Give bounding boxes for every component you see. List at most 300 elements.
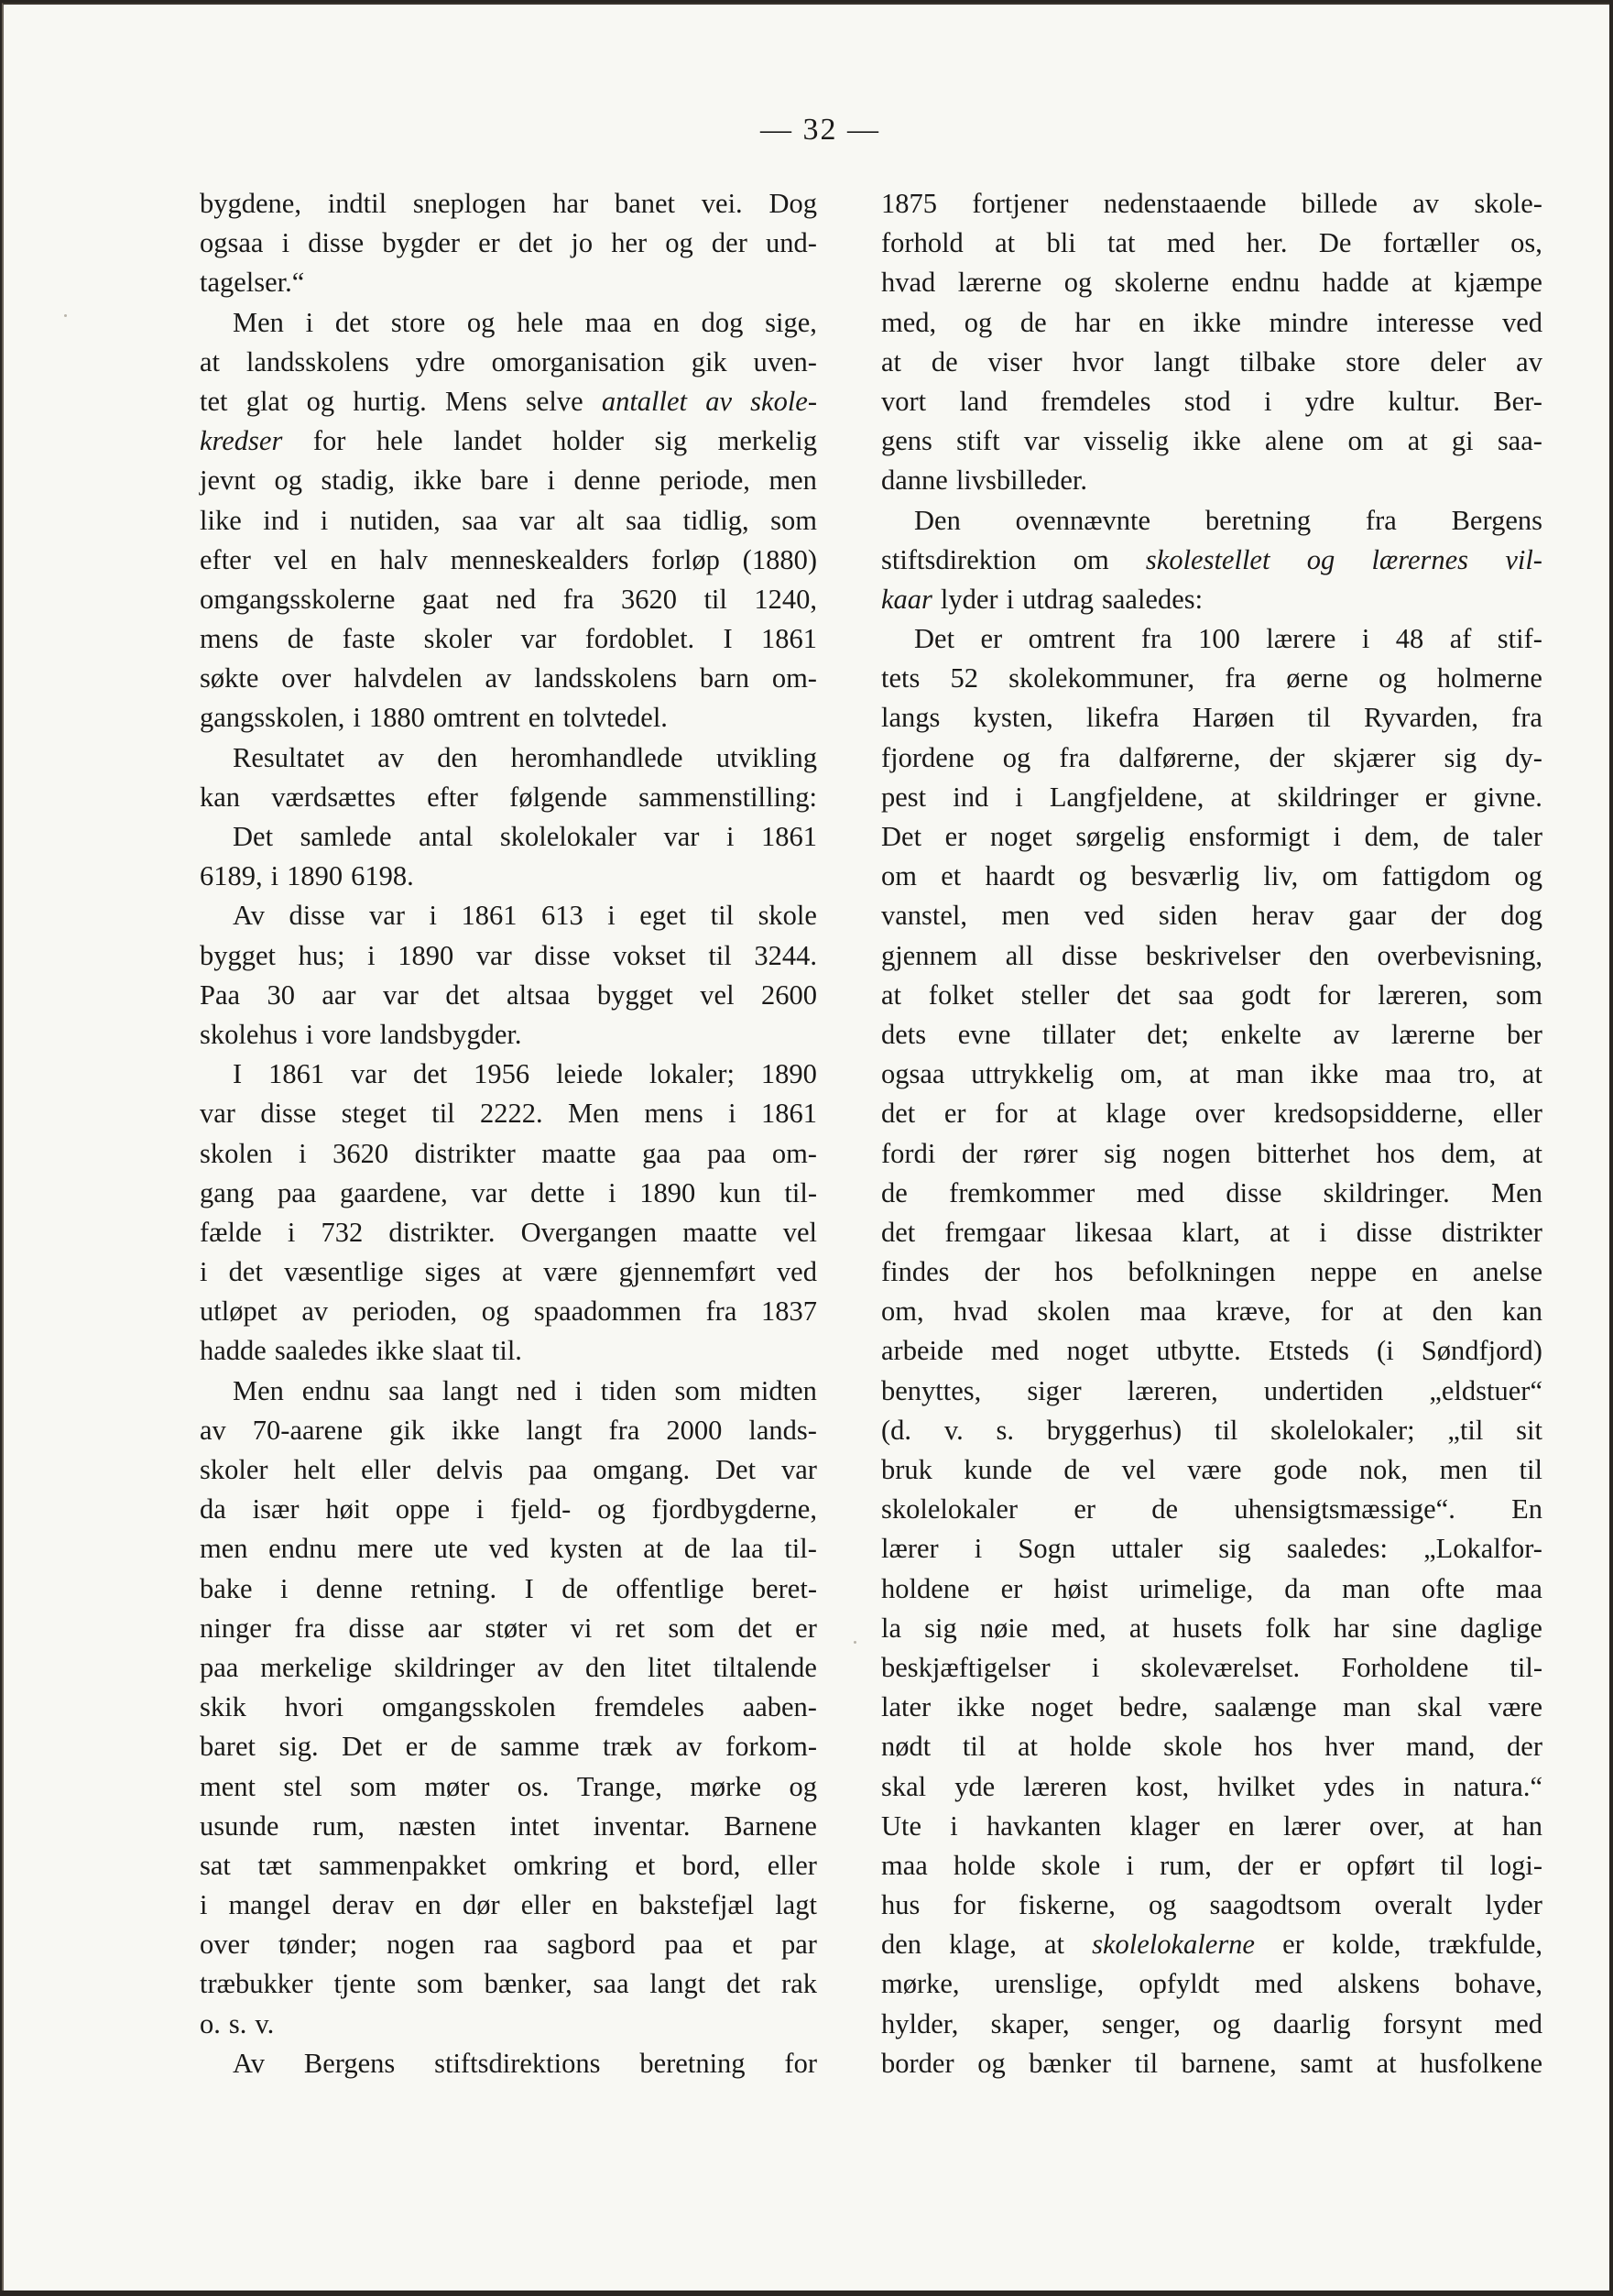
word: dets — [881, 1018, 927, 1050]
text-line — [881, 580, 1542, 619]
text-line — [881, 541, 1542, 580]
word: med — [1166, 227, 1215, 259]
word: tillater — [1042, 1018, 1116, 1050]
word: ikke — [1193, 306, 1241, 338]
word: herav — [1251, 900, 1314, 932]
word: bare — [480, 465, 529, 497]
word: var — [520, 623, 557, 655]
word: land — [959, 385, 1008, 417]
word: dør — [462, 1889, 500, 1921]
word: like — [200, 504, 242, 536]
word: og — [665, 227, 693, 259]
word: sig — [1218, 1533, 1251, 1565]
word: kjæmpe — [1454, 267, 1542, 299]
word: at — [643, 1533, 664, 1565]
word: stel — [283, 1770, 322, 1802]
word: logi- — [1489, 1849, 1542, 1881]
word: har — [552, 188, 589, 219]
word: dem, — [1441, 1137, 1497, 1169]
word: var — [383, 979, 419, 1011]
word: der — [1269, 741, 1305, 773]
word: i — [974, 1533, 983, 1565]
italic-word: av — [705, 385, 732, 417]
text-line — [200, 1490, 817, 1529]
text-line — [881, 1094, 1542, 1133]
word: Resultatet — [233, 741, 344, 773]
word: faste — [342, 623, 396, 655]
word: v. — [255, 2007, 275, 2039]
page-number: — 32 — — [760, 113, 880, 147]
text-line — [200, 976, 817, 1015]
word: ved — [1501, 306, 1542, 338]
word: i — [1319, 1216, 1327, 1248]
word: retning. — [410, 1572, 497, 1604]
word: fjordene — [881, 741, 975, 773]
word: et — [941, 860, 962, 892]
word: aar — [322, 979, 356, 1011]
word: om, — [881, 1296, 924, 1328]
text-line — [200, 619, 817, 659]
word: landsbygder. — [379, 1018, 522, 1050]
word: der — [711, 227, 747, 259]
text-line — [881, 343, 1542, 382]
word: kan — [200, 781, 241, 813]
word: in — [1402, 1770, 1425, 1802]
word: Men — [568, 1098, 619, 1130]
word: bygdene, — [200, 188, 301, 219]
word: er — [943, 1098, 966, 1130]
word: en — [1411, 1256, 1438, 1288]
italic-word: vil- — [1505, 543, 1542, 575]
word: det — [518, 227, 553, 259]
word: Det — [233, 821, 274, 852]
word: der — [984, 1256, 1020, 1288]
word: distrikter — [414, 1137, 516, 1169]
word: over, — [1368, 1809, 1425, 1842]
word: til — [431, 1098, 455, 1130]
word: i — [320, 504, 329, 536]
word: saaledes: — [1286, 1533, 1389, 1565]
word: vort — [881, 385, 927, 417]
word: beretning — [1204, 504, 1312, 536]
word: yde — [954, 1770, 996, 1802]
word: gaa — [642, 1137, 681, 1169]
word: kræve, — [1215, 1296, 1291, 1328]
word: at — [501, 1256, 522, 1288]
word: de — [1151, 1493, 1179, 1525]
word: sig. — [278, 1731, 319, 1763]
word: I — [723, 623, 733, 655]
text-line — [200, 1648, 817, 1688]
word: dem, — [1364, 821, 1420, 852]
word: border — [881, 2047, 954, 2079]
word: sig — [924, 1612, 957, 1644]
word: er — [1282, 1929, 1304, 1961]
text-line — [881, 2005, 1542, 2044]
word: tagelser.“ — [200, 267, 305, 299]
word: vanstel, — [881, 900, 968, 932]
word: mens — [644, 1098, 703, 1130]
text-line — [881, 1411, 1542, 1450]
word: halv — [379, 543, 428, 575]
word: i — [547, 465, 555, 497]
word: den — [1308, 939, 1349, 971]
word: disse — [1356, 1216, 1412, 1248]
word: er — [944, 821, 967, 852]
word: fremdeles — [1041, 385, 1151, 417]
text-line — [881, 224, 1542, 263]
word: Det — [715, 1454, 757, 1485]
word: skal — [881, 1770, 927, 1802]
word: sørgelig — [1075, 821, 1166, 852]
word: fattigdom — [1381, 860, 1491, 892]
word: ninger — [200, 1612, 271, 1644]
word: kost, — [1135, 1770, 1190, 1802]
text-line — [200, 1569, 817, 1609]
word: bygget — [596, 979, 673, 1011]
word: som — [668, 1612, 715, 1644]
word: og — [1379, 662, 1407, 694]
word: om — [881, 860, 917, 892]
text-line — [881, 382, 1542, 421]
word: Dog — [768, 188, 817, 219]
word: næsten — [398, 1809, 476, 1842]
word: forløp — [651, 543, 720, 575]
word: billede — [1301, 188, 1378, 219]
word: landsskolens — [245, 345, 389, 377]
word: rum, — [312, 1809, 365, 1842]
word: som — [416, 1968, 463, 2000]
word: i — [353, 702, 361, 734]
word: tets — [881, 662, 921, 694]
word: Bergens — [1451, 504, 1542, 536]
word: Det — [881, 821, 922, 852]
word: omkring — [513, 1849, 608, 1881]
word: lands- — [748, 1414, 817, 1446]
word: fælde — [200, 1216, 262, 1248]
word: maa — [1496, 1572, 1542, 1604]
word: Det — [914, 623, 955, 655]
word: mand, — [1406, 1731, 1476, 1763]
word: tidlig, — [682, 504, 749, 536]
word: vei. — [701, 188, 743, 219]
word: det — [445, 979, 480, 1011]
word: var — [200, 1098, 235, 1130]
text-line — [200, 184, 817, 224]
word: en — [591, 1889, 618, 1921]
word: i — [367, 939, 376, 971]
word: sig — [1104, 1137, 1137, 1169]
word: at — [1521, 1058, 1542, 1090]
word: og — [466, 306, 496, 338]
word: rum, — [1160, 1849, 1212, 1881]
word: bord, — [681, 1849, 741, 1881]
word: sneplogen — [412, 188, 527, 219]
word: 3620 — [621, 583, 677, 615]
word: er — [1299, 1849, 1321, 1881]
word: læreren, — [1127, 1374, 1218, 1406]
word: gik — [691, 345, 727, 377]
word: denne — [573, 465, 641, 497]
word: ment — [200, 1770, 256, 1802]
word: i — [287, 1216, 296, 1248]
word: da — [1284, 1572, 1312, 1604]
word: lagt — [775, 1889, 817, 1921]
word: holmerne — [1436, 662, 1542, 694]
word: at — [995, 227, 1016, 259]
word: taler — [1492, 821, 1542, 852]
word: helt — [293, 1454, 336, 1485]
word: men — [768, 465, 817, 497]
word: 70-aarene — [252, 1414, 364, 1446]
word: i — [1006, 583, 1015, 615]
word: til — [1307, 702, 1331, 734]
word: samt — [1300, 2047, 1353, 2079]
word: s. — [996, 1414, 1014, 1446]
word: hvad — [881, 267, 936, 299]
word: godt — [1240, 979, 1291, 1011]
word: til — [703, 583, 727, 615]
word: samlede — [300, 821, 392, 852]
word: i — [608, 1176, 616, 1208]
word: banet — [614, 188, 676, 219]
word: fra — [1225, 662, 1257, 694]
word: hvad — [953, 1296, 1008, 1328]
word: folket — [928, 979, 994, 1011]
word: som — [1496, 979, 1542, 1011]
text-line — [881, 1372, 1542, 1411]
word: man — [1236, 1058, 1284, 1090]
text-line — [881, 1648, 1542, 1688]
text-line — [881, 1055, 1542, 1094]
text-line — [200, 1292, 817, 1331]
text-line — [200, 1331, 817, 1371]
word: kolde, — [1331, 1929, 1401, 1961]
word: Barnene — [724, 1809, 817, 1842]
word: nødt — [881, 1731, 932, 1763]
word: 1837 — [761, 1296, 817, 1328]
word: dalførerne, — [1118, 741, 1241, 773]
word: o. — [200, 2007, 221, 2039]
italic-word: kaar — [881, 583, 932, 615]
word: i — [200, 1889, 208, 1921]
word: 613 — [541, 900, 583, 932]
word: Ryvarden, — [1363, 702, 1478, 734]
word: at — [1453, 1809, 1474, 1842]
word: antal — [419, 821, 474, 852]
word: de — [931, 345, 958, 377]
word: av — [1516, 345, 1542, 377]
word: 30 — [267, 979, 295, 1011]
word: indtil — [327, 188, 387, 219]
word: det — [334, 306, 370, 338]
word: neppe — [1310, 1256, 1378, 1288]
word: hele — [376, 425, 423, 457]
word: at — [881, 979, 902, 1011]
word: fortjener — [972, 188, 1069, 219]
word: mens — [200, 623, 259, 655]
word: er — [478, 227, 500, 259]
word: eller — [520, 1889, 571, 1921]
word: intet — [509, 1809, 560, 1842]
word: om — [1322, 860, 1358, 892]
word: disse — [289, 900, 345, 932]
word: maatte — [682, 1216, 757, 1248]
word: omgangsskolen — [381, 1691, 556, 1723]
text-line — [200, 1807, 817, 1846]
word: findes — [881, 1256, 950, 1288]
text-line — [200, 1688, 817, 1727]
word: uven- — [753, 345, 817, 377]
word: er — [405, 1731, 428, 1763]
word: træbukker — [200, 1968, 313, 2000]
word: 1861 — [268, 1058, 325, 1090]
word: der — [1507, 1731, 1542, 1763]
italic-word: skolestellet — [1145, 543, 1270, 575]
word: der — [1430, 900, 1466, 932]
word: urenslige, — [994, 1968, 1105, 2000]
text-line — [881, 778, 1542, 817]
word: disse — [1061, 939, 1117, 971]
text-line — [881, 1252, 1542, 1292]
word: sat — [200, 1849, 231, 1881]
text-line — [881, 817, 1542, 857]
word: omtrent — [1028, 623, 1116, 655]
word: Langfjeldene, — [1049, 781, 1204, 813]
word: Søndfjord) — [1421, 1335, 1542, 1367]
word: maa — [584, 306, 632, 338]
word: overalt — [1374, 1889, 1453, 1921]
word: være — [543, 1256, 598, 1288]
text-line — [200, 936, 817, 976]
word: de — [1063, 1454, 1091, 1485]
word: midten — [739, 1374, 817, 1406]
word: og — [1213, 2007, 1241, 2039]
word: noget — [1030, 1691, 1094, 1723]
word: rører — [1023, 1137, 1078, 1169]
word: støter — [485, 1612, 548, 1644]
word: paa — [278, 1176, 317, 1208]
word: værdsættes — [271, 781, 396, 813]
word: „Lokalfor- — [1423, 1533, 1542, 1565]
word: væsentlige — [284, 1256, 404, 1288]
word: i — [950, 1809, 958, 1842]
word: par — [781, 1929, 817, 1961]
word: 1240, — [754, 583, 817, 615]
text-line — [200, 1846, 817, 1886]
word: (d. — [881, 1414, 912, 1446]
word: tønder; — [278, 1929, 358, 1961]
word: stiftsdirektion — [881, 543, 1037, 575]
word: folk — [1265, 1612, 1311, 1644]
word: husfolkene — [1420, 2047, 1542, 2079]
word: lyder — [940, 583, 998, 615]
word: disse — [260, 1098, 317, 1130]
word: at — [1411, 267, 1432, 299]
word: (i — [1377, 1335, 1394, 1367]
word: fremdeles — [594, 1691, 704, 1723]
word: Men — [233, 306, 284, 338]
word: med — [1254, 1968, 1303, 2000]
word: bygder — [382, 227, 461, 259]
word: og — [1078, 860, 1107, 892]
word: fremgaar — [944, 1216, 1046, 1248]
text-line — [200, 1727, 817, 1766]
word: fra — [562, 583, 594, 615]
text-line — [881, 461, 1542, 500]
word: Ute — [881, 1809, 922, 1842]
text-line — [200, 224, 817, 263]
word: selve — [525, 385, 583, 417]
word: det — [228, 1256, 263, 1288]
word: at — [1269, 1216, 1290, 1248]
word: os, — [1510, 227, 1542, 259]
text-line — [881, 1925, 1542, 1964]
word: os. — [517, 1770, 550, 1802]
word: fra — [294, 1612, 326, 1644]
text-line — [200, 2005, 817, 2044]
word: til — [962, 1731, 986, 1763]
word: stadig, — [321, 465, 395, 497]
word: besværlig — [1130, 860, 1240, 892]
text-line — [200, 1925, 817, 1964]
word: som — [770, 504, 817, 536]
word: evne — [957, 1018, 1011, 1050]
word: fordoblet. — [584, 623, 695, 655]
word: En — [1511, 1493, 1542, 1525]
word: utbytte. — [1156, 1335, 1241, 1367]
text-line — [200, 1964, 817, 2004]
word: 2600 — [760, 979, 817, 1011]
text-line — [200, 857, 817, 896]
text-column-right — [881, 184, 1542, 2083]
word: det — [737, 1612, 772, 1644]
word: gode — [1273, 1454, 1328, 1485]
word: klart, — [1182, 1216, 1240, 1248]
text-line — [881, 1015, 1542, 1055]
italic-word: kredser — [200, 425, 283, 457]
word: usunde — [200, 1809, 279, 1842]
word: paa — [528, 1454, 568, 1485]
word: langt — [1153, 345, 1210, 377]
word: saa — [388, 1374, 425, 1406]
word: omtrent — [432, 702, 520, 734]
word: høit — [325, 1493, 369, 1525]
text-line — [881, 1846, 1542, 1886]
word: tolvtedel. — [562, 702, 668, 734]
word: skildringer — [1277, 781, 1399, 813]
word: Men — [1491, 1176, 1542, 1208]
word: og — [1002, 741, 1031, 773]
word: menneskealders — [450, 543, 629, 575]
word: og — [306, 385, 335, 417]
word: noget — [1066, 1335, 1129, 1367]
word: ovennævnte — [1015, 504, 1151, 536]
word: 1956 — [474, 1058, 530, 1090]
word: de — [683, 1533, 711, 1565]
word: gens — [881, 425, 932, 457]
word: disse — [534, 939, 591, 971]
word: følgende — [509, 781, 607, 813]
word: en — [415, 1889, 441, 1921]
word: nutiden, — [349, 504, 441, 536]
word: til — [1214, 1414, 1238, 1446]
word: I — [524, 1572, 534, 1604]
word: leiede — [556, 1058, 623, 1090]
scan-speck — [64, 314, 67, 317]
word: skole- — [1474, 188, 1542, 219]
word: Mens — [444, 385, 507, 417]
